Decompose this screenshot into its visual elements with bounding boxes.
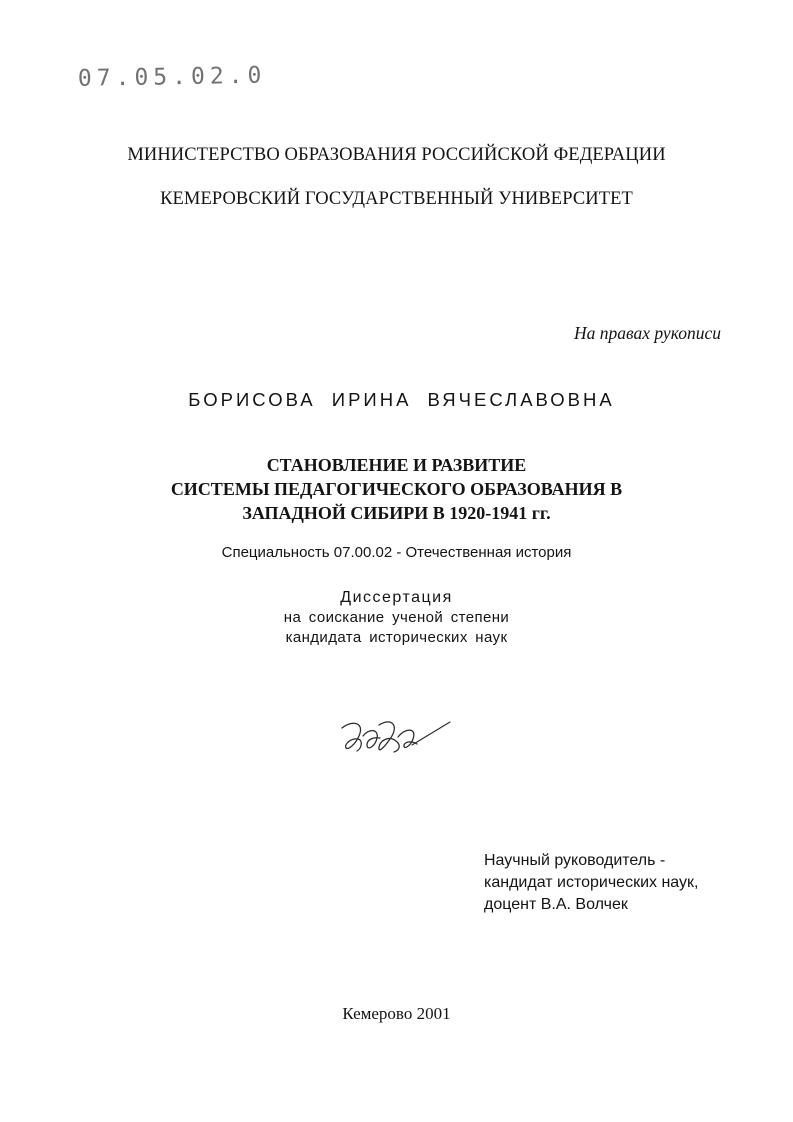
dissertation-title: [0, 453, 793, 525]
city-year: Кемерово 2001: [342, 1004, 451, 1023]
author-name: БОРИСОВА ИРИНА ВЯЧЕСЛАВОВНА: [188, 389, 615, 410]
supervisor-name: доцент В.А. Волчек: [484, 896, 628, 913]
dissertation-heading: Диссертация: [340, 589, 453, 606]
title-line: СТАНОВЛЕНИЕ И РАЗВИТИЕ: [266, 455, 527, 475]
university-heading: КЕМЕРОВСКИЙ ГОСУДАРСТВЕННЫЙ УНИВЕРСИТЕТ: [160, 189, 633, 209]
degree-statement: [0, 588, 793, 648]
degree-name-line: кандидата исторических наук: [285, 629, 508, 646]
scientific-supervisor: [484, 850, 734, 916]
supervisor-degree: кандидат исторических наук,: [484, 874, 699, 891]
degree-purpose-line: на соискание ученой степени: [283, 609, 510, 626]
specialty-line: Специальность 07.00.02 - Отечественная история: [221, 544, 572, 561]
handwritten-signature: [334, 714, 454, 760]
supervisor-role: Научный руководитель -: [484, 852, 666, 869]
library-stamp-number: 07.05.02.0: [77, 62, 267, 92]
manuscript-rights-note: На правах рукописи: [574, 323, 721, 343]
title-line: СИСТЕМЫ ПЕДАГОГИЧЕСКОГО ОБРАЗОВАНИЯ В: [170, 479, 623, 499]
title-line: ЗАПАДНОЙ СИБИРИ В 1920-1941 гг.: [242, 503, 551, 523]
ministry-heading: МИНИСТЕРСТВО ОБРАЗОВАНИЯ РОССИЙСКОЙ ФЕДЕРАЦИИ: [127, 145, 666, 165]
